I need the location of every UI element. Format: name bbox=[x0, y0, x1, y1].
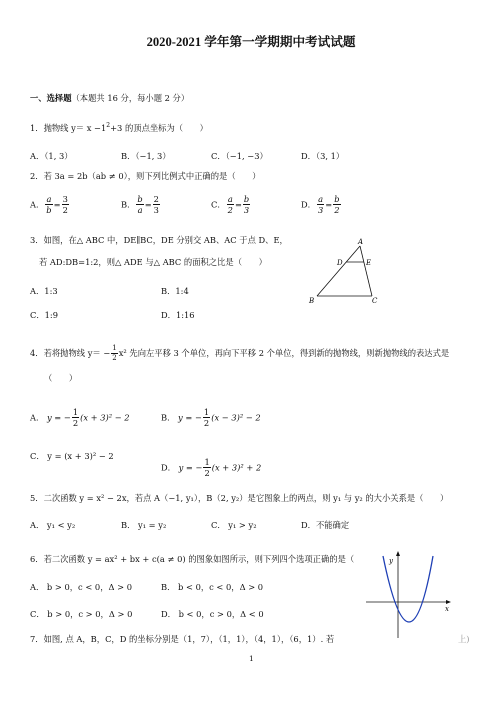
q2-option-c[interactable]: C． $\frac{a}{2}$ = $\frac{b}{3}$ bbox=[211, 194, 250, 216]
q4-option-d[interactable]: D． y = − $\frac{1}{2}$ (x + 3)² + 2 bbox=[161, 457, 262, 479]
section-heading bbox=[30, 94, 189, 102]
question-stem: 若将抛物线 y＝ − bbox=[43, 348, 111, 358]
exponent: 2 bbox=[106, 122, 111, 129]
section-note: （本题共 16 分，每小题 2 分） bbox=[71, 93, 190, 103]
q1-option-d[interactable]: D．（3, 1） bbox=[301, 151, 345, 161]
question-stem: 如图，在△ ABC 中，DE∥BC，DE 分别交 AB、AC 于点 D、E， bbox=[43, 235, 288, 245]
question-2 bbox=[30, 172, 261, 180]
section-title: 一、选择题 bbox=[30, 93, 72, 103]
question-number: 7． bbox=[30, 634, 44, 644]
q4-option-a[interactable]: A． y = − $\frac{1}{2}$ (x + 3)² − 2 bbox=[30, 407, 130, 429]
question-stem: 若二次函数 y = ax² + bx + c(a ≠ 0) 的图象如图所示，则下列四个选项正确的是（ bbox=[43, 554, 355, 564]
q1-option-b[interactable]: B．（−1, 3） bbox=[121, 151, 171, 161]
question-3-line2: 若 AD:DB=1:2，则△ ADE 与△ ABC 的面积之比是（ ） bbox=[39, 257, 267, 267]
q6-option-d[interactable]: D． b < 0，c > 0，Δ < 0 bbox=[161, 609, 264, 619]
question-6 bbox=[30, 555, 354, 563]
question-stem: 如图, 点 A，B，C，D 的坐标分别是（1，7），（1，1），（4，1），（6，1）. 若 bbox=[43, 634, 335, 644]
vertex-label-d: D bbox=[337, 259, 343, 267]
question-number: 1． bbox=[30, 122, 44, 133]
q3-option-b[interactable]: B．1:4 bbox=[161, 286, 189, 296]
question-7 bbox=[30, 635, 334, 643]
vertex-label-c: C bbox=[372, 297, 378, 305]
q6-option-a[interactable]: A． b > 0，c < 0，Δ > 0 bbox=[30, 582, 132, 592]
question-stem: 二次函数 y = x² − 2x，若点 A（−1, y₁），B（2, y₂）是它图象上的两点，则 y₁ 与 y₂ 的大小关系是（ ） bbox=[43, 493, 449, 503]
q5-option-b[interactable]: B． y₁ = y₂ bbox=[121, 520, 167, 530]
q6-option-b[interactable]: B． b < 0，c < 0，Δ > 0 bbox=[161, 582, 264, 592]
vertex-label-b: B bbox=[309, 297, 315, 305]
axis-label-y: y bbox=[389, 557, 393, 565]
question-5 bbox=[30, 494, 448, 502]
triangle-figure bbox=[300, 234, 390, 306]
q1-option-c[interactable]: C．（−1, −3） bbox=[211, 151, 268, 161]
page-number: 1 bbox=[249, 654, 254, 663]
q3-option-d[interactable]: D．1:16 bbox=[161, 310, 195, 320]
question-4: 4．若将抛物线 y＝ − $\frac{1}{2}$ x² 先向左平移 3 个单位，再向下平移 2 个单位，得到新的抛物线，则新抛物线的表达式是 bbox=[30, 344, 450, 362]
q2-option-b[interactable]: B． $\frac{b}{a}$ = $\frac{2}{3}$ bbox=[121, 194, 159, 216]
q2-option-d[interactable]: D． $\frac{a}{3}$ = $\frac{b}{2}$ bbox=[301, 194, 340, 216]
exam-title: 2020-2021 学年第一学期期中考试试题 bbox=[146, 35, 356, 49]
q5-option-a[interactable]: A． y₁ < y₂ bbox=[30, 520, 76, 530]
question-number: 6． bbox=[30, 554, 44, 564]
q3-option-c[interactable]: C．1:9 bbox=[30, 310, 58, 320]
question-stem-tail: +3 的顶点坐标为（ ） bbox=[110, 122, 208, 133]
q2-option-a[interactable]: A． $\frac{a}{b}$ = $\frac{3}{2}$ bbox=[30, 194, 68, 216]
question-stem: 若 3a = 2b（ab ≠ 0），则下列比例式中正确的是（ ） bbox=[43, 171, 261, 181]
question-number: 4． bbox=[30, 348, 44, 358]
q5-option-d[interactable]: D．不能确定 bbox=[301, 520, 350, 530]
q1-option-a[interactable]: A．（1, 3） bbox=[30, 151, 73, 161]
question-3-line1 bbox=[30, 236, 288, 244]
vertex-label-e: E bbox=[366, 259, 372, 267]
parabola-curve bbox=[383, 556, 433, 622]
question-1 bbox=[30, 123, 208, 132]
question-stem-tail: x² 先向左平移 3 个单位，再向下平移 2 个单位，得到新的抛物线，则新抛物线的表达式是 bbox=[118, 348, 450, 358]
axis-label-x: x bbox=[445, 605, 449, 613]
q4-option-c[interactable]: C． y = (x + 3)² − 2 bbox=[30, 451, 114, 461]
question-number: 5． bbox=[30, 493, 44, 503]
q6-option-c[interactable]: C． b > 0，c > 0，Δ > 0 bbox=[30, 609, 133, 619]
q3-option-a[interactable]: A．1:3 bbox=[30, 286, 58, 296]
question-number: 3． bbox=[30, 235, 44, 245]
vertex-label-a: A bbox=[358, 238, 364, 246]
question-number: 2． bbox=[30, 171, 44, 181]
parabola-figure bbox=[362, 548, 458, 640]
q4-option-b[interactable]: B． y = − $\frac{1}{2}$ (x − 3)² − 2 bbox=[161, 407, 261, 429]
question-4-paren: （ ） bbox=[44, 373, 78, 383]
question-stem: 抛物线 y＝ x −1 bbox=[43, 122, 107, 133]
q5-option-c[interactable]: C． y₁ > y₂ bbox=[211, 520, 257, 530]
question-7-tail: 上) bbox=[458, 634, 470, 644]
